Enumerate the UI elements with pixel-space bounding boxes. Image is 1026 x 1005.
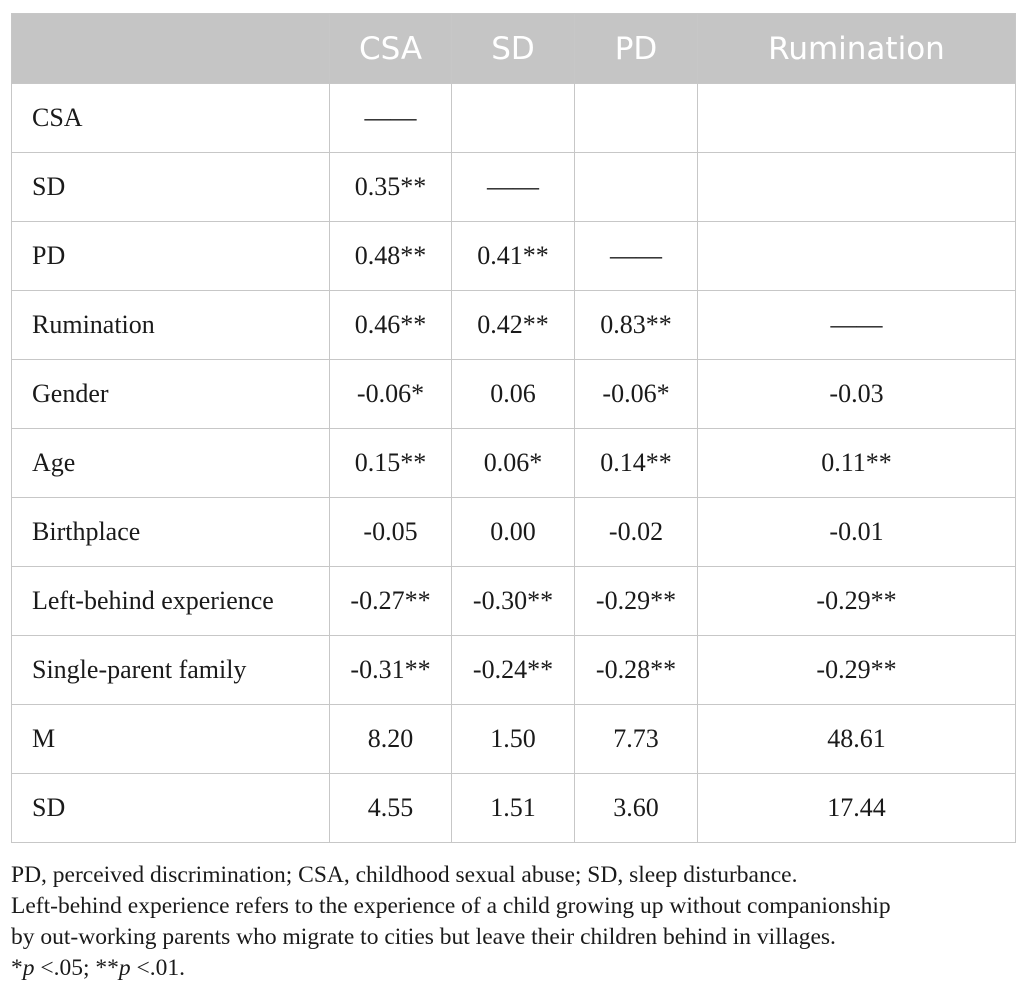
table-cell: ——	[452, 153, 575, 222]
table-cell: 0.06*	[452, 429, 575, 498]
table-cell: 0.48**	[330, 222, 452, 291]
header-cell-csa: CSA	[330, 14, 452, 84]
table-cell	[575, 153, 698, 222]
table-cell: 17.44	[698, 774, 1016, 843]
table-row	[12, 222, 1016, 291]
table-row	[12, 567, 1016, 636]
correlation-table-container	[11, 13, 1015, 984]
table-cell	[575, 84, 698, 153]
row-label: Age	[12, 429, 330, 498]
table-cell: -0.27**	[330, 567, 452, 636]
correlation-table	[11, 13, 1016, 843]
table-cell: -0.30**	[452, 567, 575, 636]
table-cell: 0.11**	[698, 429, 1016, 498]
sig-text-2: <.01.	[130, 955, 186, 981]
table-cell: -0.29**	[575, 567, 698, 636]
table-cell: ——	[698, 291, 1016, 360]
table-row	[12, 429, 1016, 498]
table-row	[12, 498, 1016, 567]
header-cell-empty	[12, 14, 330, 84]
table-row	[12, 291, 1016, 360]
table-cell: -0.24**	[452, 636, 575, 705]
table-cell: -0.31**	[330, 636, 452, 705]
table-cell: 0.83**	[575, 291, 698, 360]
row-label: Single-parent family	[12, 636, 330, 705]
row-label: Left-behind experience	[12, 567, 330, 636]
table-cell: ——	[575, 222, 698, 291]
header-cell-pd: PD	[575, 14, 698, 84]
row-label: M	[12, 705, 330, 774]
row-label: Rumination	[12, 291, 330, 360]
row-label: CSA	[12, 84, 330, 153]
table-cell	[698, 222, 1016, 291]
table-cell: 1.50	[452, 705, 575, 774]
table-cell: -0.02	[575, 498, 698, 567]
table-cell: 7.73	[575, 705, 698, 774]
table-cell: ——	[330, 84, 452, 153]
table-cell: 0.46**	[330, 291, 452, 360]
sig-text-1: <.05;	[34, 955, 96, 981]
table-row	[12, 84, 1016, 153]
footnote-abbreviations: PD, perceived discrimination; CSA, childhood sexual abuse; SD, sleep disturbance.	[11, 862, 798, 888]
table-cell: -0.03	[698, 360, 1016, 429]
table-cell: 1.51	[452, 774, 575, 843]
sig-star-2: **	[95, 955, 119, 981]
table-cell: 0.06	[452, 360, 575, 429]
table-cell: 0.41**	[452, 222, 575, 291]
table-footnotes	[11, 860, 1021, 984]
row-label: SD	[12, 774, 330, 843]
table-cell: 48.61	[698, 705, 1016, 774]
table-cell	[698, 153, 1016, 222]
sig-p-2: p	[118, 955, 131, 981]
table-cell: -0.29**	[698, 636, 1016, 705]
header-cell-sd: SD	[452, 14, 575, 84]
footnote-left-behind-line1: Left-behind experience refers to the experience of a child growing up without companionship	[11, 893, 891, 919]
table-cell	[452, 84, 575, 153]
footnote-significance	[11, 953, 1021, 984]
table-cell: 0.14**	[575, 429, 698, 498]
table-header-row	[12, 14, 1016, 84]
row-label: SD	[12, 153, 330, 222]
table-row	[12, 636, 1016, 705]
table-cell: -0.29**	[698, 567, 1016, 636]
table-cell: 0.00	[452, 498, 575, 567]
sig-star-1: *	[11, 955, 23, 981]
table-cell: 8.20	[330, 705, 452, 774]
table-cell: 0.35**	[330, 153, 452, 222]
table-cell: -0.06*	[575, 360, 698, 429]
table-row	[12, 705, 1016, 774]
header-cell-rumination: Rumination	[698, 14, 1016, 84]
row-label: PD	[12, 222, 330, 291]
table-cell: -0.06*	[330, 360, 452, 429]
table-cell: -0.01	[698, 498, 1016, 567]
table-cell: 3.60	[575, 774, 698, 843]
table-row	[12, 153, 1016, 222]
row-label: Birthplace	[12, 498, 330, 567]
table-cell: 0.42**	[452, 291, 575, 360]
sig-p-1: p	[22, 955, 35, 981]
table-cell: 0.15**	[330, 429, 452, 498]
table-cell	[698, 84, 1016, 153]
table-cell: -0.28**	[575, 636, 698, 705]
table-row	[12, 360, 1016, 429]
table-row	[12, 774, 1016, 843]
row-label: Gender	[12, 360, 330, 429]
table-cell: -0.05	[330, 498, 452, 567]
table-cell: 4.55	[330, 774, 452, 843]
footnote-left-behind-line2: by out-working parents who migrate to cities but leave their children behind in villages.	[11, 924, 836, 950]
